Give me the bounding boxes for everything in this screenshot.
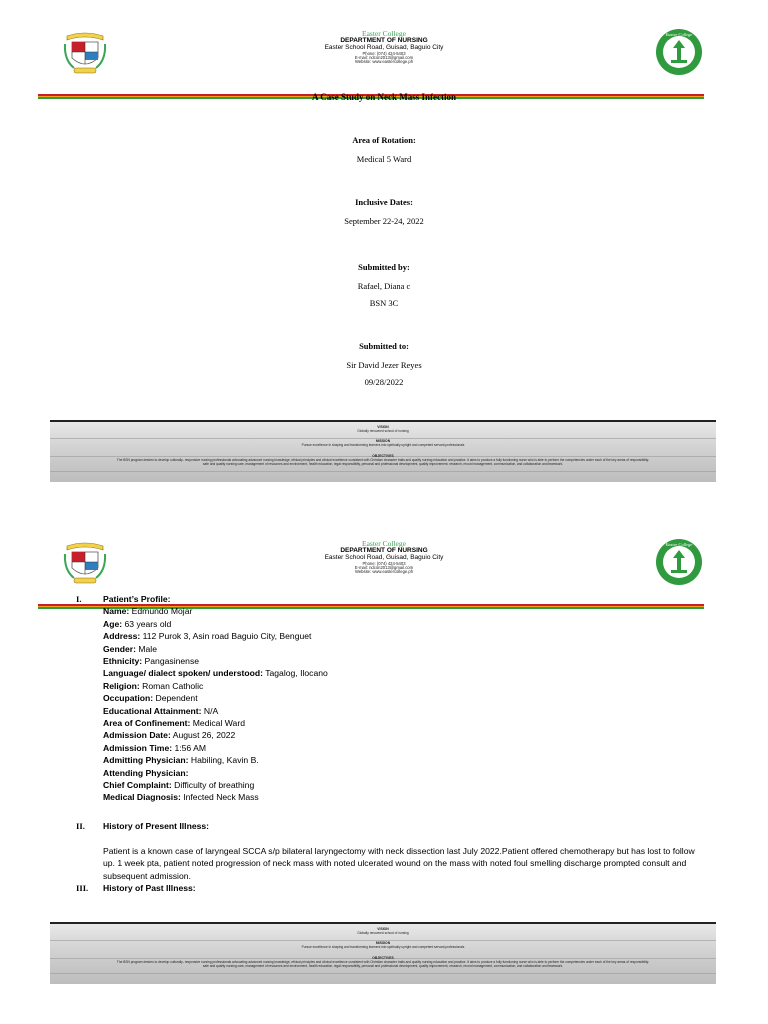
profile-row: Chief Complaint: Difficulty of breathing (103, 780, 255, 791)
email-line: E-mail: ndcon2013@gmail.com (354, 54, 414, 60)
submitted-to-label: Submitted to: (359, 341, 409, 351)
profile-row: Medical Diagnosis: Infected Neck Mass (103, 792, 259, 803)
phone-line: Phone: (074) 424-5403 (362, 560, 406, 566)
submitted-to-name: Sir David Jezer Reyes (346, 360, 422, 370)
objectives-text-2: safe and quality nursing care, management of resources and environment, health education, legal responsibility, personal and professional development, quality improvement, research, record management, communication, and collaboration and teamwork. (202, 461, 564, 466)
profile-row: Language/ dialect spoken/ understood: Tagalog, Ilocano (103, 668, 328, 679)
vision-label: VISION (377, 425, 389, 429)
rotation-value: Medical 5 Ward (356, 154, 412, 164)
rotation-label: Area of Rotation: (352, 135, 416, 145)
profile-row: Religion: Roman Catholic (103, 680, 204, 691)
profile-row: Ethnicity: Pangasinense (103, 656, 200, 667)
profile-row: Occupation: Dependent (103, 693, 198, 704)
document-page-1 (0, 0, 768, 495)
profile-row: Gender: Male (103, 643, 157, 654)
dates-block (0, 197, 768, 226)
department-name: DEPARTMENT OF NURSING (340, 546, 428, 554)
vision-text: Globally renowned school of nursing (357, 930, 409, 935)
email-line: E-mail: ndcon2013@gmail.com (354, 564, 414, 570)
website-line: Website: www.eastercollege.ph (354, 569, 414, 575)
section-number: I. (76, 594, 82, 604)
section-title: History of Present Illness: (103, 821, 210, 831)
case-study-title: A Case Study on Neck Mass Infection (311, 92, 456, 102)
objectives-text-1: The BSN program desires to develop culturally- responsive nursing professionals advocating advanced nursing knowledge, ethical principles and clinical excellence consistent with Christian character traits and quality nursing education and practice. It aims to produce a fully functioning nurse who is able to perform the competencies under each of the key areas of responsibility: (116, 959, 650, 964)
section-number: III. (76, 883, 89, 893)
submitted-by-name: Rafael, Diana c (357, 281, 411, 291)
rotation-block (0, 135, 768, 164)
profile-row: Age: 63 years old (103, 618, 172, 629)
present-illness-paragraph: Patient is a known case of laryngeal SCCA s/p bilateral laryngectomy with neck dissection last July 2022.Patient offered chemotherapy but has lost to follow up. 1 week pta, patient noted progression of neck mass with noted ulcerated wound on the mass with noted foul smelling discharge prompted consult and subsequent admission. (103, 846, 695, 881)
objectives-text-1: The BSN program desires to develop culturally- responsive nursing professionals advocating advanced nursing knowledge, ethical principles and clinical excellence consistent with Christian character traits and quality nursing education and practice. It aims to produce a fully functioning nurse who is able to perform the competencies under each of the key areas of responsibility: (116, 457, 650, 462)
mission-label: MISSION (375, 941, 391, 945)
profile-row: Name: Edmundo Mojar (103, 606, 193, 617)
college-crest-logo (62, 540, 108, 586)
address-line: Easter School Road, Guisad, Baguio City (324, 43, 444, 51)
seal-text: Easter College (665, 32, 693, 37)
submitted-by-label: Submitted by: (358, 262, 410, 272)
department-name: DEPARTMENT OF NURSING (340, 36, 428, 44)
profile-row: Educational Attainment: N/A (103, 705, 219, 716)
profile-row: Admission Time: 1:56 AM (103, 742, 207, 753)
mission-text: Pursue excellence in shaping and transforming learners into spiritually upright and competent servant-professionals (301, 442, 465, 447)
footer-banner (50, 420, 716, 482)
college-seal-logo (655, 28, 703, 76)
college-crest-logo (62, 30, 108, 76)
seal-text: Easter College (665, 542, 693, 547)
patient-profile-list (103, 605, 328, 804)
submitted-by-section: BSN 3C (369, 298, 399, 308)
dates-label: Inclusive Dates: (355, 197, 413, 207)
address-line: Easter School Road, Guisad, Baguio City (324, 553, 444, 561)
profile-row: Address: 112 Purok 3, Asin road Baguio City, Benguet (103, 631, 312, 642)
footer-banner (50, 922, 716, 984)
college-seal-logo (655, 538, 703, 586)
section-title: History of Past Illness: (103, 883, 196, 893)
section-number: II. (76, 821, 85, 831)
submitted-date: 09/28/2022 (364, 377, 404, 387)
submitted-to-block (0, 341, 768, 387)
college-name: Easter College (362, 539, 406, 548)
college-name: Easter College (362, 29, 406, 38)
website-line: Website: www.eastercollege.ph (354, 59, 414, 65)
profile-row: Admitting Physician: Habiling, Kavin B. (103, 755, 259, 766)
letterhead (0, 530, 768, 590)
profile-row: Attending Physician: (103, 767, 189, 778)
section-title: Patient’s Profile: (103, 594, 171, 604)
objectives-label: OBJECTIVES (372, 454, 394, 458)
dates-value: September 22-24, 2022 (344, 216, 424, 226)
profile-row: Area of Confinement: Medical Ward (103, 718, 245, 729)
profile-row: Admission Date: August 26, 2022 (103, 730, 236, 741)
vision-label: VISION (377, 927, 389, 931)
mission-label: MISSION (375, 439, 391, 443)
submitted-by-block (0, 262, 768, 308)
mission-text: Pursue excellence in shaping and transforming learners into spiritually upright and competent servant-professionals (301, 944, 465, 949)
letterhead (0, 20, 768, 80)
document-page-2 (0, 510, 768, 1024)
objectives-label: OBJECTIVES (372, 956, 394, 960)
objectives-text-2: safe and quality nursing care, management of resources and environment, health education, legal responsibility, personal and professional development, quality improvement, research, record management, communication, and collaboration and teamwork. (202, 963, 564, 968)
phone-line: Phone: (074) 424-5403 (362, 50, 406, 56)
vision-text: Globally renowned school of nursing (357, 428, 409, 433)
